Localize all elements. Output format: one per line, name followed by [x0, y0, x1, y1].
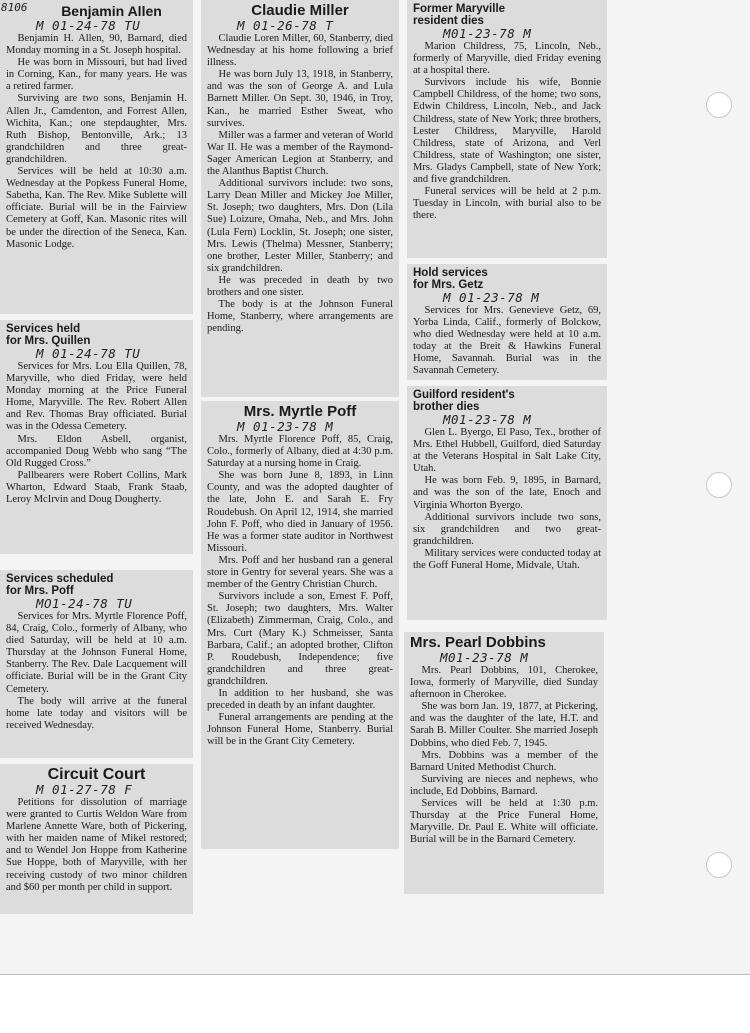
- paragraph: Military services were conducted today at the Goff Funeral Home, Midvale, Utah.: [413, 547, 601, 572]
- handwritten-date: M 01-26-78 T: [237, 18, 334, 33]
- handwritten-date: M01-23-78 M: [440, 650, 529, 665]
- clipping-claudie-miller: [201, 0, 399, 397]
- paragraph: Miller was a farmer and veteran of World War II. He was a member of the Raymond-Sager American Legion at Stanberry, and the Alanthus Baptist Church.: [207, 129, 393, 178]
- paragraph: Services for Mrs. Genevieve Getz, 69, Yorba Linda, Calif., formerly of Bolckow, who died Wednesday were held at 10 a.m. today at the Breit & Hawkins Funeral Home, Savannah. Burial was in the Savannah Cemetery.: [413, 305, 601, 377]
- clipping-childress: [407, 0, 607, 258]
- paragraph: Marion Childress, 75, Lincoln, Neb., formerly of Maryville, died Friday evening at a hospital there.: [413, 41, 601, 77]
- handwritten-date: M 01-24-78 TU: [36, 18, 141, 33]
- punch-hole: [706, 92, 732, 118]
- paragraph: Funeral arrangements are pending at the Johnson Funeral Home, Stanberry. Burial will be in the Grant City Cemetery.: [207, 712, 393, 748]
- paragraph: She was born Jan. 19, 1877, at Pickering, and was the daughter of the late, H.T. and Sarah B. Miller Coulter. She married Joseph Dobbins, who died Feb. 7, 1945.: [410, 701, 598, 749]
- paragraph: Funeral services will be held at 2 p.m. Tuesday in Lincoln, with burial also to be there.: [413, 186, 601, 222]
- paragraph: Claudie Loren Miller, 60, Stanberry, died Wednesday at his home following a brief illness.: [207, 33, 393, 69]
- paragraph: Additional survivors include two sons, six grandchildren and two great-grandchildren.: [413, 511, 601, 547]
- handwritten-date: M01-23-78 M: [443, 26, 532, 41]
- clipping-quillen: [0, 320, 193, 554]
- paragraph: Benjamin H. Allen, 90, Barnard, died Monday morning in a St. Joseph hospital.: [6, 33, 187, 57]
- clipping-poff-services: [0, 570, 193, 758]
- headline-line: for Mrs. Poff: [6, 585, 74, 597]
- paragraph: Petitions for dissolution of marriage were granted to Curtis Weldon Ware from Marlene Annette Ware, both of Pickering, with her maiden name of Mikel restored; and to Wendel Jon Hoppe from Katherine Sue Hoppe, both of Maryville, with her receiving custody of two minor children and $60 per month per child in support.: [6, 797, 187, 893]
- paragraph: He was preceded in death by two brothers and one sister.: [207, 274, 393, 298]
- headline: Mrs. Myrtle Poff: [243, 403, 357, 420]
- handwritten-date: MO1-24-78 TU: [36, 596, 133, 611]
- punch-hole: [706, 472, 732, 498]
- handwritten-date: M 01-23-78 M: [237, 419, 334, 434]
- paragraph: Survivors include a son, Ernest F. Poff, St. Joseph; two daughters, Mrs. Walter (Elizabeth) Zimmerman, Craig, Colo., and Mrs. Curt (Mary K.) Schmeisser, Santa Barbara, Calif.; an adopted brother, Clifton P. Roudebush, Independence; five grandchildren and three great-grandchildren.: [207, 591, 393, 687]
- paragraph: Additional survivors include: two sons, Larry Dean Miller and Mickey Joe Miller, St. Joseph; two daughters, Mrs. Don (Lila Sue) Loizure, Omaha, Neb., and Mrs. John (Lula Fern) Locklin, St. Joseph; one sister, Mrs. Lewis (Thelma) Messner, Stanberry; one brother, Lester Miller, Stanberry; and six grandchildren.: [207, 178, 393, 274]
- corner-handwritten-note: 8106: [1, 1, 28, 14]
- paragraph: Glen L. Byergo, El Paso, Tex., brother of Mrs. Ethel Hubbell, Guilford, died Saturday at the Veterans Hospital in Salt Lake City, Utah.: [413, 427, 601, 475]
- paragraph: Survivors include his wife, Bonnie Campbell Childress, of the home; two sons, Edwin Childress, Lincoln, Neb., and Jack Childress, state of New York; three brothers, Lester Childress, Maryville, Harold Childress, state of Arizona, and Verl Childress, state of Washington; one sister, Mrs. Gladys Campbell, state of New York; and five grandchildren.: [413, 77, 601, 186]
- paragraph: Services will be held at 1:30 p.m. Thursday at the Price Funeral Home, Maryville. Dr. Paul E. White will officiate. Burial will be in the Barnard Cemetery.: [410, 798, 598, 846]
- clipping-byergo: [407, 386, 607, 620]
- paragraph: He was born July 13, 1918, in Stanberry, and was the son of George A. and Lula Barnett Miller. On Sept. 30, 1946, in Troy, Kan., he married Esther Sweat, who survives.: [207, 69, 393, 129]
- paragraph: In addition to her husband, she was preceded in death by an infant daughter.: [207, 687, 393, 712]
- paragraph: Services will be held at 10:30 a.m. Wednesday at the Popkess Funeral Home, Sabetha, Kan. The Rev. Mike Sublette will officiate. Burial will be in the Fairview Cemetery at Goff, Kan. Masonic rites will be under the direction of the Seneca, Kan. Masonic Lodge.: [6, 166, 187, 250]
- paragraph: Surviving are two sons, Benjamin H. Allen Jr., Camdenton, and Forrest Allen, Wichita, Kan.; one stepdaughter, Mrs. Ruth Bishop, Bentonville, Ark.; 13 grandchildren and three great-grandchildren.: [6, 93, 187, 165]
- headline-line: Guilford resident's: [413, 389, 515, 401]
- paragraph: Services for Mrs. Myrtle Florence Poff, 84, Craig, Colo., formerly of Albany, who died Saturday, will be held at 10 a.m. Thursday at the Johnson Funeral Home, Stanberry. The Rev. Dale Lacquement will officiate. Burial will be in the Grant City Cemetery.: [6, 611, 187, 695]
- paragraph: Mrs. Poff and her husband ran a general store in Gentry for several years. She was a member of the Gentry Christian Church.: [207, 554, 393, 591]
- paragraph: He was born Feb. 9, 1895, in Barnard, and was the son of the late, Enoch and Virginia Whorton Byergo.: [413, 475, 601, 511]
- paragraph: She was born June 8, 1893, in Linn County, and was the adopted daughter of the late, John E. and Sarah E. Fry Roudebush. On April 12, 1914, she married John F. Poff, who died in January of 1956. He was a former state auditor in Northwest Missouri.: [207, 470, 393, 554]
- headline-line: for Mrs. Quillen: [6, 335, 91, 347]
- handwritten-date: M01-23-78 M: [443, 412, 532, 427]
- paragraph: Mrs. Myrtle Florence Poff, 85, Craig, Colo., formerly of Albany, died at 4:30 p.m. Saturday at a nursing home in Craig.: [207, 434, 393, 470]
- handwritten-date: M 01-24-78 TU: [36, 346, 141, 361]
- headline-line: resident dies: [413, 15, 484, 27]
- headline-line: Services scheduled: [6, 573, 114, 585]
- headline-line: brother dies: [413, 401, 480, 413]
- headline-line: Hold services: [413, 267, 488, 279]
- handwritten-date: M 01-23-78 M: [443, 290, 540, 305]
- paragraph: Mrs. Eldon Asbell, organist, accompanied Doug Webb who sang “The Old Rugged Cross.”: [6, 433, 187, 469]
- paragraph: Mrs. Dobbins was a member of the Barnard United Methodist Church.: [410, 749, 598, 773]
- handwritten-date: M 01-27-78 F: [36, 782, 133, 797]
- clipping-circuit-court: [0, 764, 193, 914]
- paragraph: Mrs. Pearl Dobbins, 101, Cherokee, Iowa, formerly of Maryville, died Sunday afternoon in Cherokee.: [410, 665, 598, 701]
- headline: Circuit Court: [47, 766, 146, 783]
- paragraph: He was born in Missouri, but had lived in Corning, Kan., for many years. He was a retired farmer.: [6, 57, 187, 93]
- headline-line: Former Maryville: [413, 3, 506, 15]
- paragraph: The body is at the Johnson Funeral Home, Stanberry, where arrangements are pending.: [207, 299, 393, 335]
- clipping-benjamin-allen: [0, 0, 193, 314]
- headline-line: Services held: [6, 323, 81, 335]
- clipping-myrtle-poff: [201, 401, 399, 849]
- paragraph: Services for Mrs. Lou Ella Quillen, 78, Maryville, who died Friday, were held Monday morning at the Price Funeral Home, Maryville. The Rev. Robert Allen and Rev. Thomas Bray officiated. Burial was in the Odessa Cemetery.: [6, 361, 187, 433]
- headline-line: for Mrs. Getz: [413, 279, 484, 291]
- paragraph: Pallbearers were Robert Collins, Mark Wharton, Edward Staab, Frank Staab, Leroy McIrvin and Doug Dougherty.: [6, 469, 187, 506]
- punch-hole: [706, 852, 732, 878]
- clipping-getz: [407, 264, 607, 380]
- headline: Claudie Miller: [251, 2, 349, 19]
- clipping-pearl-dobbins: [404, 632, 604, 894]
- headline: Mrs. Pearl Dobbins: [410, 634, 546, 651]
- paragraph: Surviving are nieces and nephews, who include, Ed Dobbins, Barnard.: [410, 773, 598, 797]
- paragraph: The body will arrive at the funeral home late today and visitors will be received Wednesday.: [6, 695, 187, 731]
- headline: Benjamin Allen: [61, 3, 162, 19]
